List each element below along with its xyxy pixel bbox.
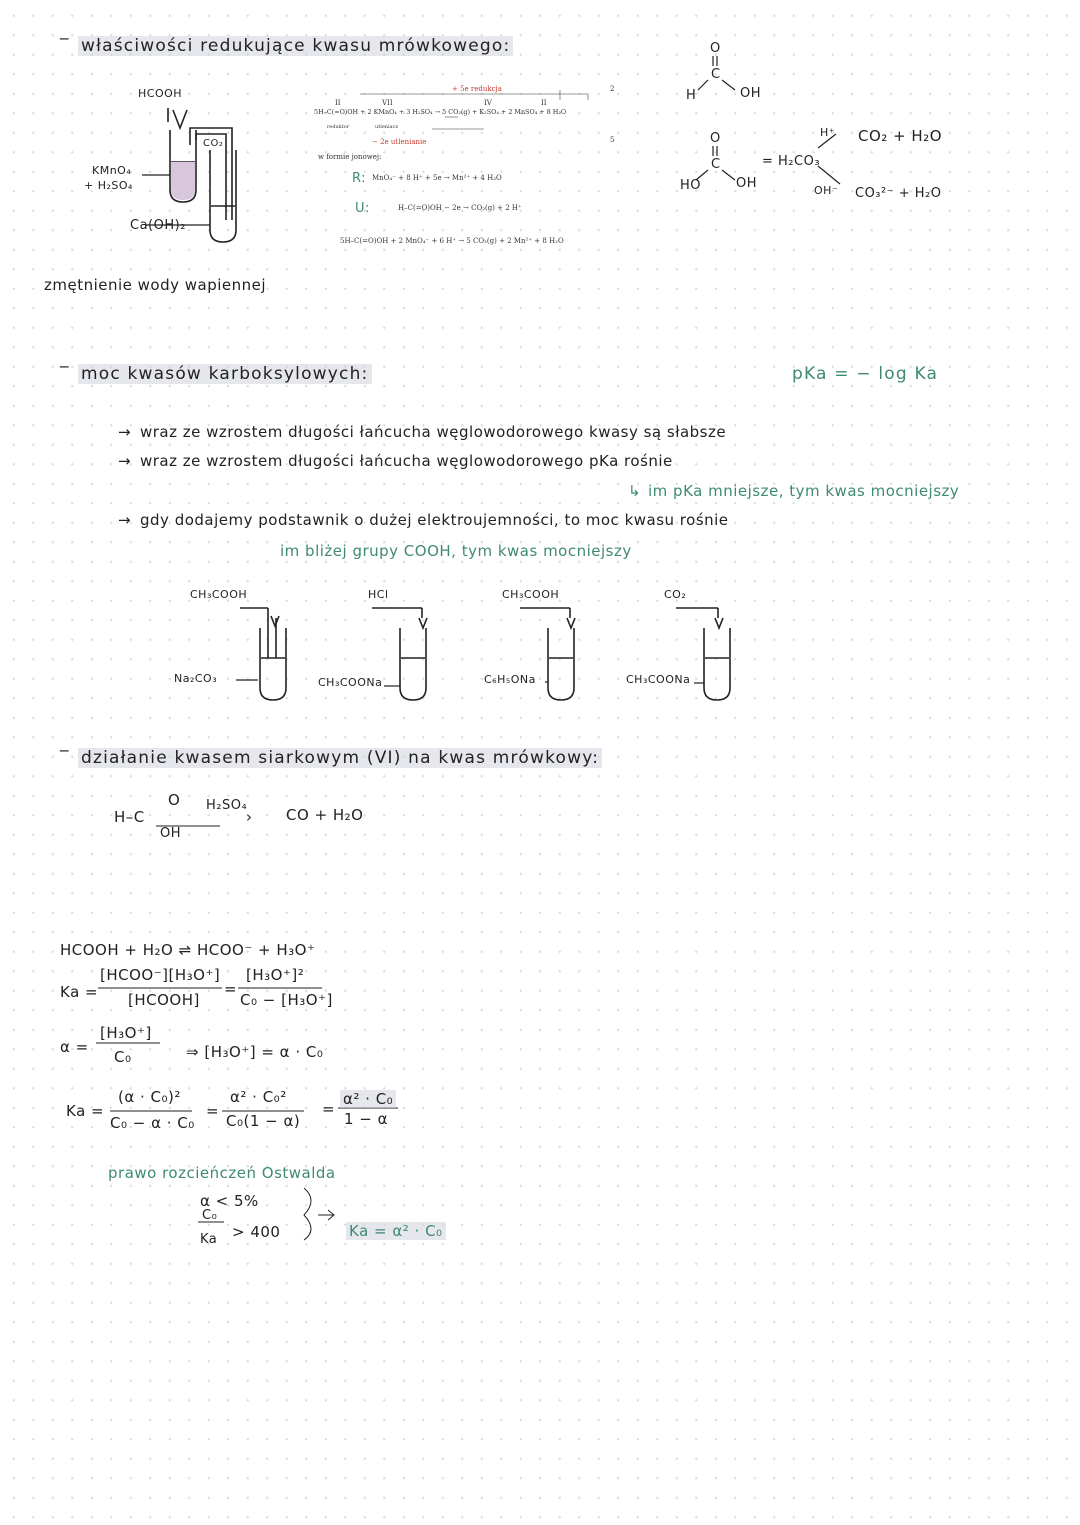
eq-ox-c2: II [335, 99, 341, 107]
alpha-num: [H₃O⁺] [100, 1024, 152, 1042]
reduction-half: MnO₄⁻ + 8 H⁺ + 5e → Mn²⁺ + 4 H₂O [372, 174, 502, 182]
carbonic-acid: = H₂CO₃ [762, 154, 821, 169]
reactant-OH: OH [160, 826, 182, 841]
alpha-den: C₀ [114, 1048, 132, 1066]
ka-den2: C₀ − [H₃O⁺] [240, 991, 333, 1009]
structure2-HO: HO [680, 178, 702, 193]
ka-den: [HCOOH] [128, 991, 200, 1009]
exp4-side: CH₃COONa [626, 673, 691, 686]
structure1-O: O [710, 41, 721, 56]
section2-title: moc kwasów karboksylowych: [78, 364, 372, 384]
exp2-side: CH₃COONa [318, 676, 383, 689]
reactant-O: O [168, 791, 181, 809]
section1-title: właściwości redukujące kwasu mrówkowego: [78, 36, 513, 56]
branch-base-product: CO₃²⁻ + H₂O [855, 186, 942, 201]
ka-label: Ka = [60, 983, 99, 1001]
reactant: H–C [114, 808, 145, 826]
eq-ox-mn2: II [541, 99, 547, 107]
pka-formula: pKa = − log Ka [792, 364, 939, 384]
branch-base: OH⁻ [814, 184, 839, 197]
structure2-O: O [710, 131, 721, 146]
ka2-label: Ka = [66, 1102, 105, 1120]
exp3-side: C₆H₅ONa [484, 673, 536, 686]
exp1-side: Na₂CO₃ [174, 672, 218, 685]
rule1: wraz ze wzrostem długości łańcucha węglowodorowego kwasy są słabsze [140, 423, 727, 441]
eq-ox-c4: IV [484, 99, 492, 107]
catalyst: H₂SO₄ [206, 798, 248, 813]
rule2-note-arrow: ↳ [628, 482, 642, 500]
exp2-top: HCl [368, 588, 389, 601]
structure1-C: C [711, 67, 721, 82]
exp1-top: CH₃COOH [190, 588, 248, 601]
ka2-num3: α² · C₀ [340, 1090, 396, 1108]
ka2-den2: C₀(1 − α) [226, 1112, 301, 1130]
rule2-arrow: → [118, 452, 132, 470]
ka2-eq2: = [322, 1100, 336, 1118]
section3-title-dash: ‾ [60, 748, 70, 768]
structure1-H: H [686, 88, 697, 103]
eq-coef-5: 5 [610, 136, 615, 144]
left-reagent-2: + H₂SO₄ [84, 179, 133, 192]
rule1-arrow: → [118, 423, 132, 441]
top-reagent-label: HCOOH [138, 87, 183, 100]
oxidation-half: H–C(=O)OH − 2e → CO₂(g) + 2 H⁺ [398, 204, 522, 212]
ka2-eq1: = [206, 1102, 220, 1120]
observation-text: zmętnienie wody wapiennej [44, 276, 267, 294]
eq-reductor: reduktor [327, 124, 350, 130]
ka2-den: C₀ − α · C₀ [110, 1114, 195, 1132]
structure1-OH: OH [740, 86, 762, 101]
ostwald-result: Ka = α² · C₀ [346, 1222, 446, 1240]
structure2-OH: OH [736, 176, 758, 191]
reduction-label: R: [352, 171, 367, 186]
ka2-num: (α · C₀)² [118, 1088, 181, 1106]
equilibrium: HCOOH + H₂O ⇌ HCOO⁻ + H₃O⁺ [60, 941, 316, 959]
molecular-equation: 5H–C(=O)OH + 2 KMnO₄ + 3 H₂SO₄ → 5 CO₂(g) + K₂SO₄ + 2 MnSO₄ + 8 H₂O [314, 108, 567, 116]
condition2-rel: > 400 [232, 1223, 281, 1241]
alpha-result: ⇒ [H₃O⁺] = α · C₀ [186, 1043, 324, 1061]
structure2-C: C [711, 157, 721, 172]
rule3-arrow: → [118, 511, 132, 529]
condition2-den: Ka [200, 1232, 218, 1247]
exp4-top: CO₂ [664, 588, 687, 601]
condition1: α < 5% [200, 1192, 259, 1210]
catalyst-arrow: › [246, 808, 253, 826]
eq-ox-mn7: VII [382, 99, 393, 107]
alpha-label: α = [60, 1038, 89, 1056]
section2-title-dash: ‾ [60, 364, 70, 384]
ka2-num2: α² · C₀² [230, 1088, 287, 1106]
ka-num: [HCOO⁻][H₃O⁺] [100, 966, 221, 984]
rule2-note: im pKa mniejsze, tym kwas mocniejszy [648, 482, 960, 500]
eq-coef-2: 2 [610, 85, 615, 93]
branch-acid-product: CO₂ + H₂O [858, 127, 942, 145]
oxidation-label: U: [355, 201, 370, 216]
ostwald-title: prawo rozcieńczeń Ostwalda [108, 1164, 336, 1182]
section3-title: działanie kwasem siarkowym (VI) na kwas mrówkowy: [78, 748, 602, 768]
acid-strength-apparatus [236, 608, 730, 700]
rule2: wraz ze wzrostem długości łańcucha węglowodorowego pKa rośnie [140, 452, 673, 470]
section1-title-dash: ‾ [60, 36, 70, 56]
eq-oxidant: utleniacz [375, 124, 399, 130]
ka-num2: [H₃O⁺]² [246, 966, 305, 984]
ka-eq: = [224, 980, 238, 998]
eq-bottom-note: − 2e utlenianie [372, 138, 427, 146]
eq-top-note: + 5e redukcja [452, 85, 502, 93]
condition2-num: C₀ [202, 1208, 218, 1223]
branch-acid: H⁺ [820, 126, 836, 139]
bottom-reagent-label: Ca(OH)₂ [130, 218, 186, 233]
rule3-note: im bliżej grupy COOH, tym kwas mocniejszy [280, 542, 632, 560]
ka2-den3: 1 − α [344, 1110, 389, 1128]
left-reagent-1: KMnO₄ [92, 164, 132, 177]
exp3-top: CH₃COOH [502, 588, 560, 601]
ionic-equation: 5H–C(=O)OH + 2 MnO₄⁻ + 6 H⁺ → 5 CO₂(g) + 2 Mn²⁺ + 8 H₂O [340, 237, 564, 245]
gas-label: CO₂ [203, 138, 224, 149]
rule3: gdy dodajemy podstawnik o dużej elektroujemności, to moc kwasu rośnie [140, 511, 729, 529]
products: CO + H₂O [286, 806, 364, 824]
ionic-label: w formie jonowej: [318, 153, 382, 161]
